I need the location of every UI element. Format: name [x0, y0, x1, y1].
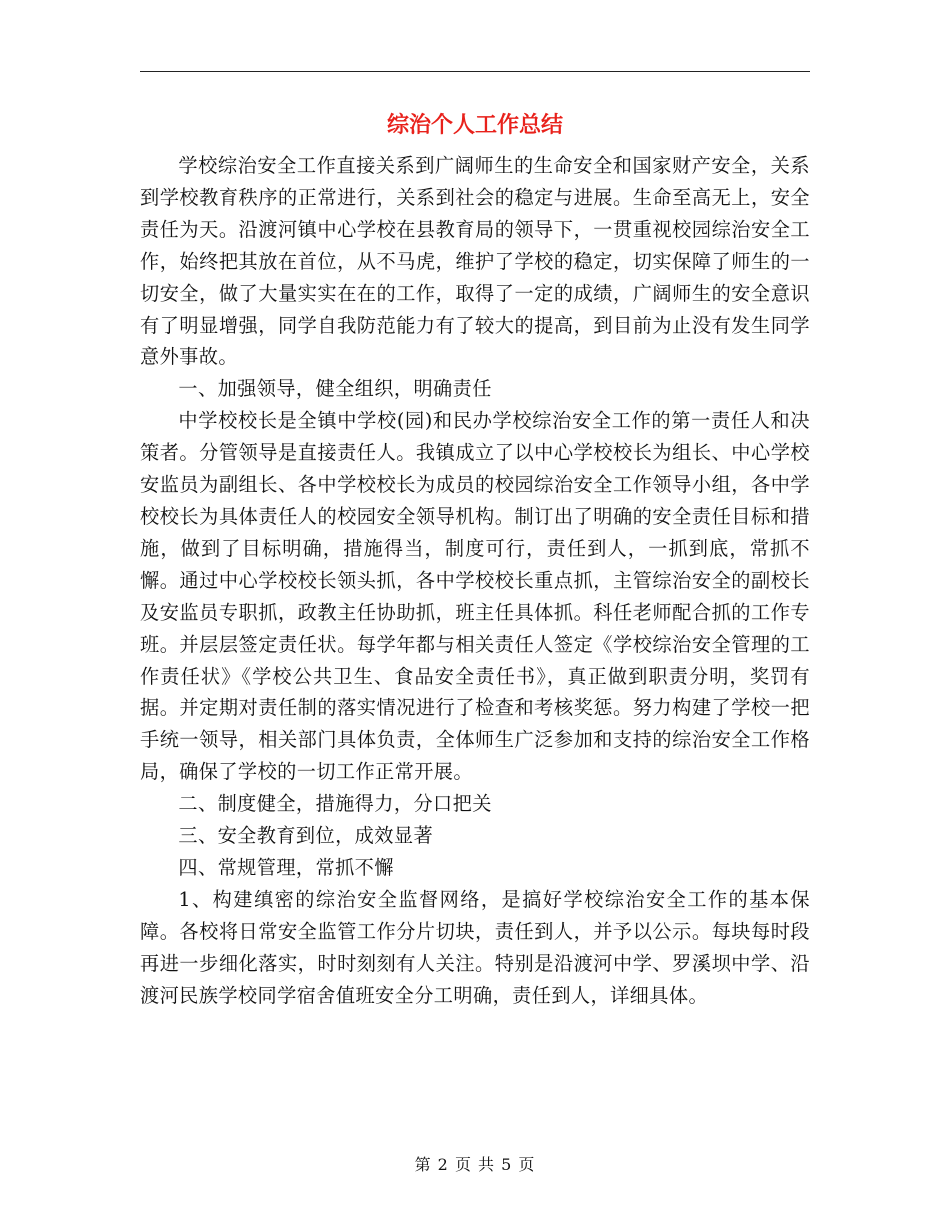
section-1-paragraph: 中学校校长是全镇中学校(园)和民办学校综治安全工作的第一责任人和决策者。分管领导是直接责任人。我镇成立了以中心学校校长为组长、中心学校安监员为副组长、各中学校校长为成员的校园综治安全工作领导小组，各中学校校长为具体责任人的校园安全领导机构。制订出了明确的安全责任目标和措施，做到了目标明确，措施得当，制度可行，责任到人，一抓到底，常抓不懈。通过中心学校校长领头抓，各中学校校长重点抓，主管综治安全的副校长及安监员专职抓，政教主任协助抓，班主任具体抓。科任老师配合抓的工作专班。并层层签定责任状。每学年都与相关责任人签定《学校综治安全管理的工作责任状》《学校公共卫生、食品安全责任书》，真正做到职责分明，奖罚有据。并定期对责任制的落实情况进行了检查和考核奖惩。努力构建了学校一把手统一领导，相关部门具体负责，全体师生广泛参加和支持的综治安全工作格局，确保了学校的一切工作正常开展。: [140, 409, 810, 784]
page-number-footer: 第 2 页 共 5 页: [414, 1155, 536, 1174]
document-title: 综治个人工作总结: [386, 113, 563, 138]
document-body: [140, 150, 810, 1011]
intro-paragraph: 学校综治安全工作直接关系到广阔师生的生命安全和国家财产安全，关系到学校教育秩序的正常进行，关系到社会的稳定与进展。生命至高无上，安全责任为天。沿渡河镇中心学校在县教育局的领导下，一贯重视校园综治安全工作，始终把其放在首位，从不马虎，维护了学校的稳定，切实保障了师生的一切安全，做了大量实实在在的工作，取得了一定的成绩，广阔师生的安全意识有了明显增强，同学自我防范能力有了较大的提高，到目前为止没有发生同学意外事故。: [140, 154, 810, 369]
section-heading-4: 四、常规管理，常抓不懈: [178, 855, 394, 879]
section-4-item-1-paragraph: 1、构建缜密的综治安全监督网络，是搞好学校综治安全工作的基本保障。各校将日常安全监管工作分片切块，责任到人，并予以公示。每块每时段再进一步细化落实，时时刻刻有人关注。特别是沿渡河中学、罗溪坝中学、沿渡河民族学校同学宿舍值班安全分工明确，责任到人，详细具体。: [140, 887, 810, 1007]
header-rule: [140, 71, 810, 72]
section-heading-2: 二、制度健全，措施得力，分口把关: [178, 792, 492, 816]
section-heading-3: 三、安全教育到位，成效显著: [178, 824, 434, 848]
section-heading-1: 一、加强领导，健全组织，明确责任: [178, 377, 492, 401]
